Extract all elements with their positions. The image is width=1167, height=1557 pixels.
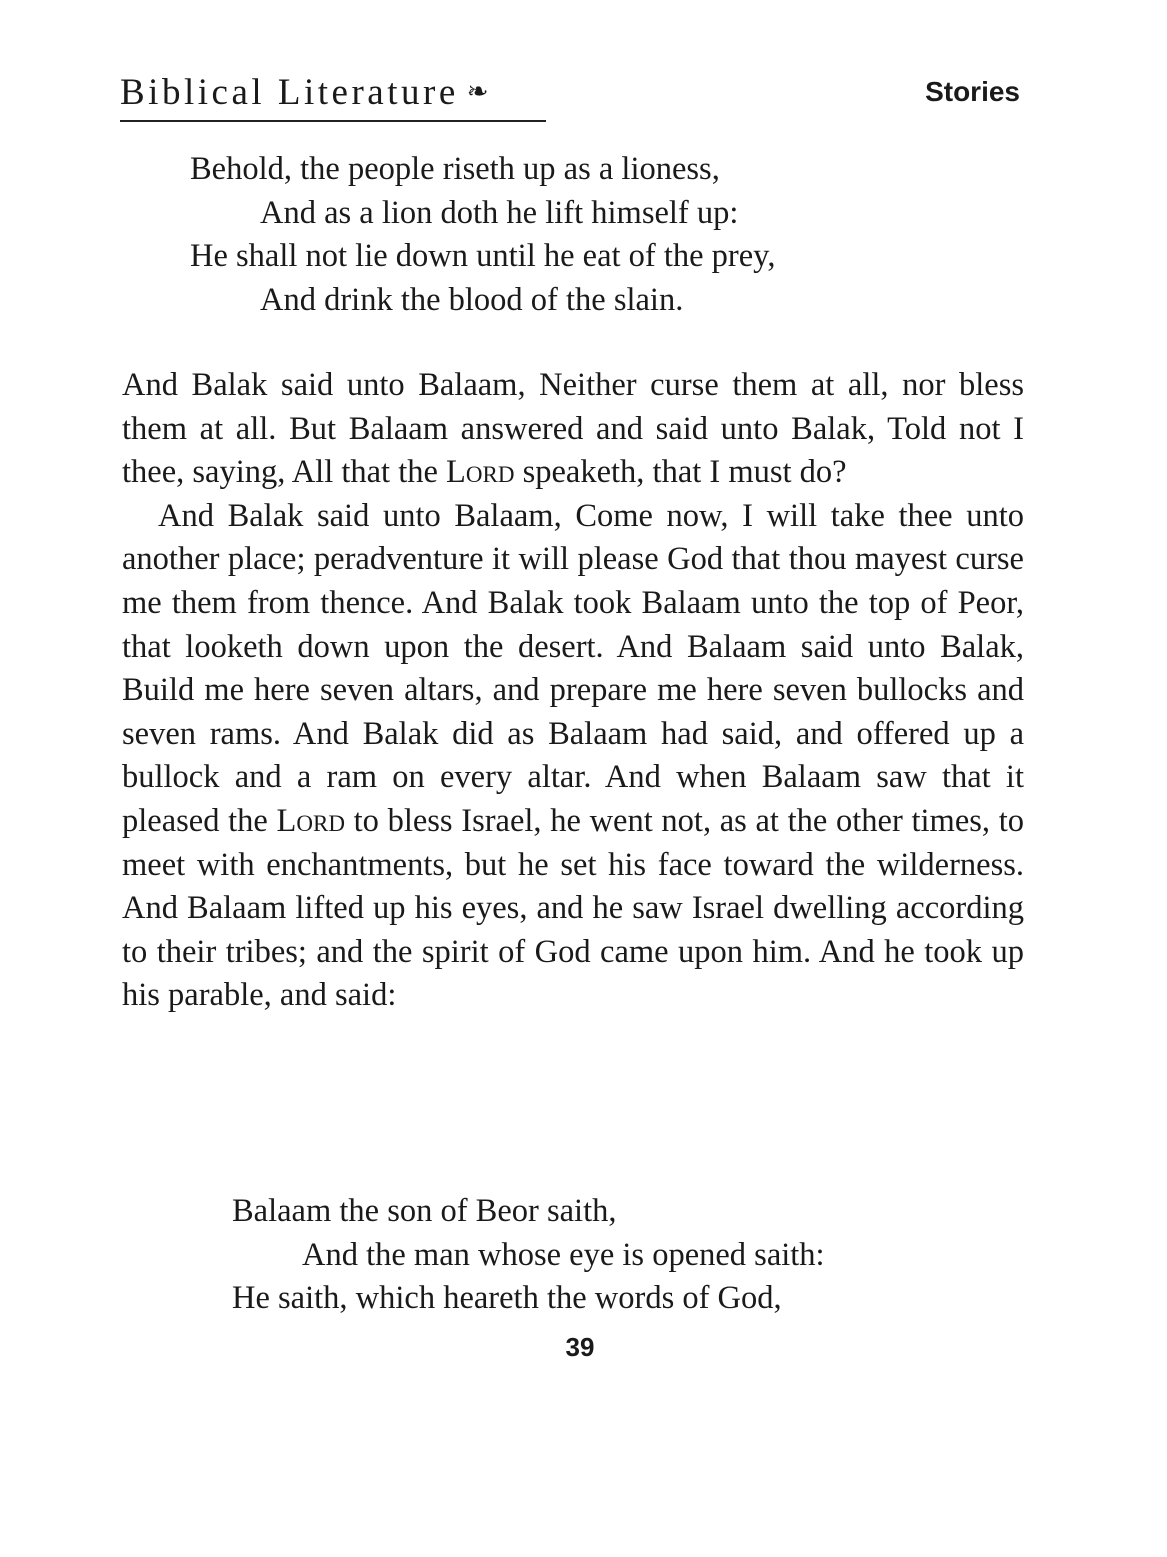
poem-line: Behold, the people riseth up as a lioness,: [190, 151, 720, 187]
section-label: Stories: [925, 76, 1020, 107]
lord-small-caps: Lord: [446, 454, 515, 491]
poem-line: And the man whose eye is opened saith:: [302, 1236, 825, 1273]
poem-line: Balaam the son of Beor saith,: [232, 1193, 617, 1229]
prose-body: [122, 364, 1024, 1018]
paragraph-2-part-b: to bless Israel, he went not, as at the other times, to meet with enchantments, but he set his face toward the wilderness. And Balaam lifted up his eyes, and he saw Israel dwelling according to their tribes; and the spirit of God came upon him. And he took up his parable, and said:: [122, 802, 1024, 1014]
poem-stanza-2: [232, 1190, 992, 1321]
page-header: [120, 68, 1020, 128]
poem-line: And as a lion doth he lift himself up:: [260, 194, 739, 231]
title-underline: [120, 120, 546, 122]
poem-stanza-1: [190, 148, 970, 322]
lord-small-caps: Lord: [276, 802, 345, 839]
page-number: 39: [565, 1332, 595, 1362]
paragraph-2-part-a: And Balak said unto Balaam, Come now, I will take thee unto another place; peradventure it will please God that thou mayest curse me them from thence. And Balak took Balaam unto the top of Peor, that looketh down upon the desert. And Balaam said unto Balak, Build me here seven altars, and prepare me here seven bullocks and seven rams. And Balak did as Balaam had said, and offered up a bullock and a ram on every altar. And when Balaam saw that it pleased the: [122, 497, 1024, 839]
paragraph-1-part-b: speaketh, that I must do?: [514, 454, 847, 491]
paragraph-1-part-a: And Balak said unto Balaam, Neither curse them at all, nor bless them at all. But Balaam answered and said unto Balak, Told not I thee, saying, All that the: [122, 367, 1024, 491]
paragraph-2: [122, 495, 1024, 1018]
poem-line: He saith, which heareth the words of God,: [232, 1280, 782, 1317]
running-title-text: Biblical Literature: [120, 72, 459, 113]
running-title: [120, 68, 493, 117]
poem-line: He shall not lie down until he eat of the prey,: [190, 238, 776, 275]
poem-line: And drink the blood of the slain.: [260, 281, 684, 318]
paragraph-1: [122, 364, 1024, 495]
ornament-icon: ❧: [466, 77, 489, 106]
